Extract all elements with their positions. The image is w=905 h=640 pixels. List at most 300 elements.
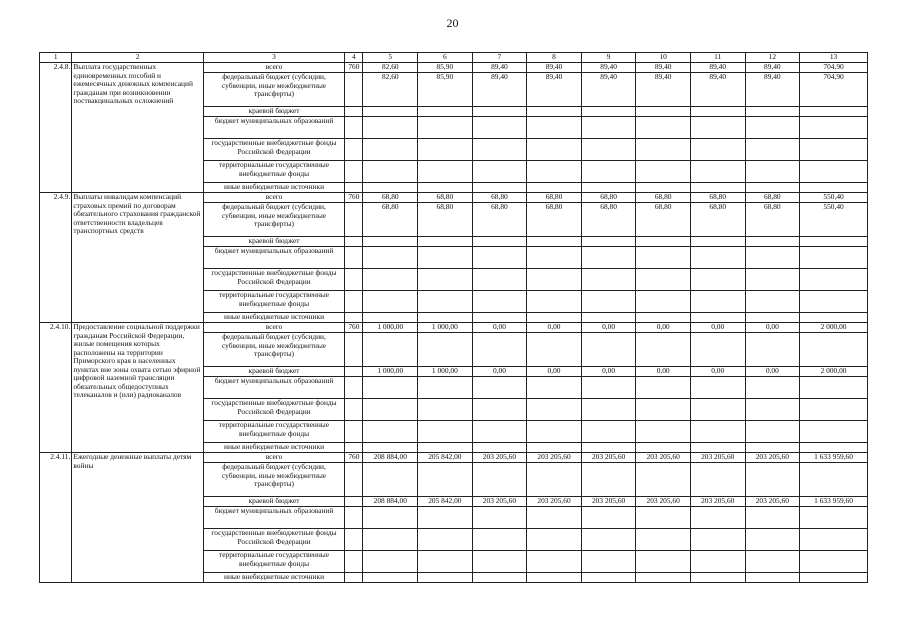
amount-cell (636, 529, 691, 551)
amount-cell (636, 117, 691, 139)
column-number: 5 (363, 53, 418, 63)
amount-cell: 89,40 (581, 73, 636, 107)
item-name: Предоставление социальной поддержки гражданам Российской Федерации, жилые помещения которых расположены на территории Приморского края в населенных пунктах вне зоны охвата сетью эфирной цифровой наземной трансляции обязательных общедоступных телеканалов и (или) радиоканалов (72, 323, 203, 453)
amount-cell (800, 333, 868, 367)
funding-source: территориальные государственные внебюджетные фонды (203, 291, 345, 313)
amount-cell (472, 529, 527, 551)
funding-source: государственные внебюджетные фонды Российской Федерации (203, 529, 345, 551)
amount-cell (745, 139, 800, 161)
amount-cell (581, 399, 636, 421)
budget-code (345, 161, 363, 183)
amount-cell: 68,80 (745, 193, 800, 203)
amount-cell (636, 443, 691, 453)
amount-cell: 205 842,00 (418, 453, 473, 463)
amount-cell: 550,40 (800, 193, 868, 203)
amount-cell (800, 377, 868, 399)
funding-source: федеральный бюджет (субсидии, субвенции, иные межбюджетные трансферты) (203, 333, 345, 367)
amount-cell (363, 529, 418, 551)
funding-source: краевой бюджет (203, 237, 345, 247)
amount-cell (800, 161, 868, 183)
amount-cell (800, 399, 868, 421)
amount-cell (745, 443, 800, 453)
budget-code (345, 367, 363, 377)
amount-cell (745, 463, 800, 497)
amount-cell (636, 463, 691, 497)
amount-cell (581, 377, 636, 399)
column-number: 13 (800, 53, 868, 63)
amount-cell: 89,40 (527, 73, 582, 107)
amount-cell (363, 573, 418, 583)
budget-code (345, 463, 363, 497)
table-row (40, 63, 868, 73)
amount-cell: 82,60 (363, 63, 418, 73)
amount-cell (363, 333, 418, 367)
amount-cell (472, 573, 527, 583)
amount-cell: 203 205,60 (636, 453, 691, 463)
amount-cell: 1 633 959,60 (800, 453, 868, 463)
amount-cell: 89,40 (527, 63, 582, 73)
amount-cell: 89,40 (690, 63, 745, 73)
amount-cell: 203 205,60 (581, 497, 636, 507)
amount-cell (418, 443, 473, 453)
amount-cell (636, 161, 691, 183)
amount-cell (363, 269, 418, 291)
amount-cell: 68,80 (418, 203, 473, 237)
amount-cell (690, 107, 745, 117)
column-number: 2 (72, 53, 203, 63)
amount-cell (636, 291, 691, 313)
budget-code (345, 573, 363, 583)
column-number: 6 (418, 53, 473, 63)
amount-cell (745, 183, 800, 193)
amount-cell (363, 443, 418, 453)
funding-source: федеральный бюджет (субсидии, субвенции, иные межбюджетные трансферты) (203, 463, 345, 497)
amount-cell (581, 117, 636, 139)
amount-cell: 1 000,00 (418, 367, 473, 377)
funding-source: краевой бюджет (203, 107, 345, 117)
amount-cell: 203 205,60 (636, 497, 691, 507)
amount-cell (690, 247, 745, 269)
amount-cell (527, 507, 582, 529)
amount-cell (363, 507, 418, 529)
amount-cell (745, 377, 800, 399)
amount-cell (527, 269, 582, 291)
amount-cell (636, 573, 691, 583)
amount-cell (581, 333, 636, 367)
amount-cell: 68,80 (527, 203, 582, 237)
item-name: Ежегодные денежные выплаты детям войны (72, 453, 203, 583)
amount-cell (690, 443, 745, 453)
funding-source: всего (203, 63, 345, 73)
amount-cell (472, 421, 527, 443)
amount-cell (472, 399, 527, 421)
amount-cell (690, 507, 745, 529)
budget-code (345, 529, 363, 551)
funding-source: иные внебюджетные источники (203, 313, 345, 323)
amount-cell (418, 313, 473, 323)
amount-cell (636, 237, 691, 247)
amount-cell: 82,60 (363, 73, 418, 107)
amount-cell (472, 463, 527, 497)
amount-cell: 89,40 (690, 73, 745, 107)
funding-source: государственные внебюджетные фонды Российской Федерации (203, 399, 345, 421)
amount-cell (363, 139, 418, 161)
budget-code (345, 313, 363, 323)
funding-source: территориальные государственные внебюджетные фонды (203, 161, 345, 183)
amount-cell (527, 139, 582, 161)
amount-cell (800, 463, 868, 497)
amount-cell (800, 443, 868, 453)
amount-cell (636, 139, 691, 161)
amount-cell (745, 247, 800, 269)
amount-cell: 68,80 (472, 203, 527, 237)
amount-cell (363, 421, 418, 443)
amount-cell (800, 313, 868, 323)
amount-cell (745, 529, 800, 551)
column-number: 7 (472, 53, 527, 63)
amount-cell (418, 573, 473, 583)
amount-cell (527, 333, 582, 367)
amount-cell (472, 247, 527, 269)
funding-source: государственные внебюджетные фонды Российской Федерации (203, 139, 345, 161)
amount-cell (581, 463, 636, 497)
amount-cell: 89,40 (636, 73, 691, 107)
amount-cell: 68,80 (527, 193, 582, 203)
amount-cell (418, 107, 473, 117)
amount-cell (690, 529, 745, 551)
amount-cell (690, 117, 745, 139)
column-number: 3 (203, 53, 345, 63)
amount-cell: 208 884,00 (363, 497, 418, 507)
amount-cell (745, 551, 800, 573)
amount-cell (418, 161, 473, 183)
amount-cell: 1 633 959,60 (800, 497, 868, 507)
amount-cell (636, 269, 691, 291)
amount-cell: 68,80 (636, 203, 691, 237)
amount-cell: 89,40 (636, 63, 691, 73)
amount-cell (418, 333, 473, 367)
amount-cell: 89,40 (745, 63, 800, 73)
amount-cell (636, 377, 691, 399)
amount-cell (745, 237, 800, 247)
budget-code (345, 377, 363, 399)
amount-cell (800, 247, 868, 269)
amount-cell (800, 237, 868, 247)
budget-code (345, 269, 363, 291)
amount-cell (363, 237, 418, 247)
amount-cell (418, 421, 473, 443)
amount-cell (800, 573, 868, 583)
amount-cell (745, 117, 800, 139)
budget-code (345, 399, 363, 421)
amount-cell (363, 291, 418, 313)
amount-cell: 85,90 (418, 63, 473, 73)
amount-cell (800, 107, 868, 117)
amount-cell (636, 107, 691, 117)
amount-cell (690, 313, 745, 323)
amount-cell (363, 161, 418, 183)
column-number: 10 (636, 53, 691, 63)
amount-cell (636, 399, 691, 421)
budget-code (345, 247, 363, 269)
amount-cell (527, 421, 582, 443)
amount-cell (472, 377, 527, 399)
amount-cell (581, 107, 636, 117)
amount-cell (581, 183, 636, 193)
amount-cell (690, 551, 745, 573)
amount-cell: 89,40 (472, 73, 527, 107)
budget-code (345, 183, 363, 193)
amount-cell (800, 183, 868, 193)
amount-cell: 203 205,60 (581, 453, 636, 463)
amount-cell (472, 507, 527, 529)
budget-code (345, 107, 363, 117)
amount-cell (472, 291, 527, 313)
amount-cell (636, 507, 691, 529)
amount-cell: 68,80 (690, 193, 745, 203)
amount-cell (581, 573, 636, 583)
amount-cell (363, 183, 418, 193)
amount-cell (690, 139, 745, 161)
amount-cell (581, 291, 636, 313)
funding-source: территориальные государственные внебюджетные фонды (203, 551, 345, 573)
amount-cell (527, 529, 582, 551)
amount-cell (581, 507, 636, 529)
amount-cell (581, 313, 636, 323)
amount-cell: 2 000,00 (800, 323, 868, 333)
amount-cell (800, 551, 868, 573)
amount-cell: 0,00 (745, 323, 800, 333)
amount-cell (472, 183, 527, 193)
amount-cell (690, 377, 745, 399)
amount-cell (363, 551, 418, 573)
funding-source: государственные внебюджетные фонды Российской Федерации (203, 269, 345, 291)
budget-code (345, 237, 363, 247)
amount-cell (690, 237, 745, 247)
funding-source: бюджет муниципальных образований (203, 247, 345, 269)
amount-cell (581, 237, 636, 247)
amount-cell (418, 463, 473, 497)
amount-cell (581, 551, 636, 573)
amount-cell (527, 117, 582, 139)
amount-cell (418, 507, 473, 529)
column-number-row (40, 53, 868, 63)
amount-cell (690, 183, 745, 193)
table-row (40, 193, 868, 203)
amount-cell (472, 107, 527, 117)
amount-cell (800, 291, 868, 313)
amount-cell: 203 205,60 (745, 453, 800, 463)
amount-cell: 0,00 (690, 323, 745, 333)
amount-cell (418, 139, 473, 161)
amount-cell (527, 377, 582, 399)
amount-cell (472, 161, 527, 183)
table-row (40, 453, 868, 463)
funding-source: всего (203, 323, 345, 333)
amount-cell (472, 237, 527, 247)
amount-cell: 0,00 (472, 367, 527, 377)
amount-cell (418, 183, 473, 193)
item-name: Выплаты инвалидам компенсаций страховых премий по договорам обязательного страхования гражданской ответственности владельцев транспортных средств (72, 193, 203, 323)
budget-code (345, 421, 363, 443)
amount-cell: 0,00 (636, 367, 691, 377)
amount-cell (418, 377, 473, 399)
amount-cell: 85,90 (418, 73, 473, 107)
amount-cell (581, 443, 636, 453)
amount-cell (745, 573, 800, 583)
amount-cell: 205 842,00 (418, 497, 473, 507)
item-code: 2.4.8. (40, 63, 72, 193)
amount-cell: 68,80 (745, 203, 800, 237)
amount-cell (418, 269, 473, 291)
amount-cell (690, 333, 745, 367)
budget-code (345, 443, 363, 453)
amount-cell: 550,40 (800, 203, 868, 237)
amount-cell: 68,80 (636, 193, 691, 203)
budget-code (345, 497, 363, 507)
budget-table (39, 52, 868, 583)
budget-code (345, 73, 363, 107)
amount-cell (527, 573, 582, 583)
amount-cell (745, 333, 800, 367)
amount-cell (527, 107, 582, 117)
amount-cell (581, 421, 636, 443)
amount-cell: 203 205,60 (690, 453, 745, 463)
amount-cell: 2 000,00 (800, 367, 868, 377)
amount-cell: 0,00 (581, 323, 636, 333)
amount-cell: 0,00 (472, 323, 527, 333)
amount-cell: 203 205,60 (527, 453, 582, 463)
amount-cell: 208 884,00 (363, 453, 418, 463)
amount-cell (800, 421, 868, 443)
funding-source: иные внебюджетные источники (203, 573, 345, 583)
amount-cell (745, 507, 800, 529)
column-number: 1 (40, 53, 72, 63)
amount-cell (745, 161, 800, 183)
amount-cell: 68,80 (418, 193, 473, 203)
amount-cell (527, 183, 582, 193)
amount-cell (472, 313, 527, 323)
amount-cell: 203 205,60 (690, 497, 745, 507)
amount-cell (472, 117, 527, 139)
amount-cell: 89,40 (472, 63, 527, 73)
amount-cell: 203 205,60 (745, 497, 800, 507)
column-number: 9 (581, 53, 636, 63)
amount-cell (690, 269, 745, 291)
amount-cell: 89,40 (581, 63, 636, 73)
amount-cell (363, 247, 418, 269)
amount-cell (581, 139, 636, 161)
amount-cell (527, 399, 582, 421)
amount-cell: 68,80 (472, 193, 527, 203)
amount-cell (745, 269, 800, 291)
amount-cell (418, 551, 473, 573)
amount-cell: 1 000,00 (363, 367, 418, 377)
table-row (40, 323, 868, 333)
amount-cell (527, 463, 582, 497)
amount-cell (690, 291, 745, 313)
amount-cell (636, 183, 691, 193)
funding-source: федеральный бюджет (субсидии, субвенции, иные межбюджетные трансферты) (203, 73, 345, 107)
amount-cell: 68,80 (690, 203, 745, 237)
budget-code (345, 203, 363, 237)
amount-cell (363, 117, 418, 139)
amount-cell (527, 237, 582, 247)
amount-cell (363, 313, 418, 323)
funding-source: бюджет муниципальных образований (203, 117, 345, 139)
amount-cell (800, 269, 868, 291)
amount-cell (800, 117, 868, 139)
amount-cell (472, 269, 527, 291)
amount-cell (527, 247, 582, 269)
amount-cell (636, 421, 691, 443)
amount-cell (472, 443, 527, 453)
funding-source: иные внебюджетные источники (203, 443, 345, 453)
funding-source: иные внебюджетные источники (203, 183, 345, 193)
amount-cell: 0,00 (527, 323, 582, 333)
amount-cell (418, 399, 473, 421)
funding-source: краевой бюджет (203, 367, 345, 377)
amount-cell (690, 399, 745, 421)
amount-cell: 0,00 (690, 367, 745, 377)
item-code: 2.4.10. (40, 323, 72, 453)
amount-cell (745, 399, 800, 421)
amount-cell (581, 161, 636, 183)
amount-cell (363, 463, 418, 497)
amount-cell (527, 551, 582, 573)
amount-cell (800, 139, 868, 161)
amount-cell (527, 161, 582, 183)
amount-cell (745, 313, 800, 323)
amount-cell: 1 000,00 (363, 323, 418, 333)
amount-cell (800, 529, 868, 551)
item-code: 2.4.11. (40, 453, 72, 583)
column-number: 11 (690, 53, 745, 63)
amount-cell (418, 237, 473, 247)
budget-code: 760 (345, 453, 363, 463)
item-code: 2.4.9. (40, 193, 72, 323)
amount-cell (527, 291, 582, 313)
column-number: 4 (345, 53, 363, 63)
amount-cell: 68,80 (363, 193, 418, 203)
amount-cell (363, 107, 418, 117)
amount-cell (800, 507, 868, 529)
amount-cell: 89,40 (745, 73, 800, 107)
budget-code (345, 507, 363, 529)
item-name: Выплата государственных единовременных пособий и ежемесячных денежных компенсаций гражданам при возникновении поствакцинальных осложнений (72, 63, 203, 193)
amount-cell (636, 551, 691, 573)
amount-cell: 704,90 (800, 63, 868, 73)
amount-cell (690, 161, 745, 183)
amount-cell (636, 313, 691, 323)
amount-cell (636, 333, 691, 367)
budget-code: 760 (345, 63, 363, 73)
amount-cell: 0,00 (527, 367, 582, 377)
amount-cell (636, 247, 691, 269)
amount-cell: 1 000,00 (418, 323, 473, 333)
amount-cell (418, 247, 473, 269)
amount-cell (745, 291, 800, 313)
amount-cell (472, 551, 527, 573)
amount-cell (527, 313, 582, 323)
funding-source: всего (203, 193, 345, 203)
amount-cell: 68,80 (581, 193, 636, 203)
amount-cell (581, 269, 636, 291)
amount-cell (690, 421, 745, 443)
amount-cell (690, 463, 745, 497)
amount-cell: 203 205,60 (472, 453, 527, 463)
amount-cell: 68,80 (581, 203, 636, 237)
